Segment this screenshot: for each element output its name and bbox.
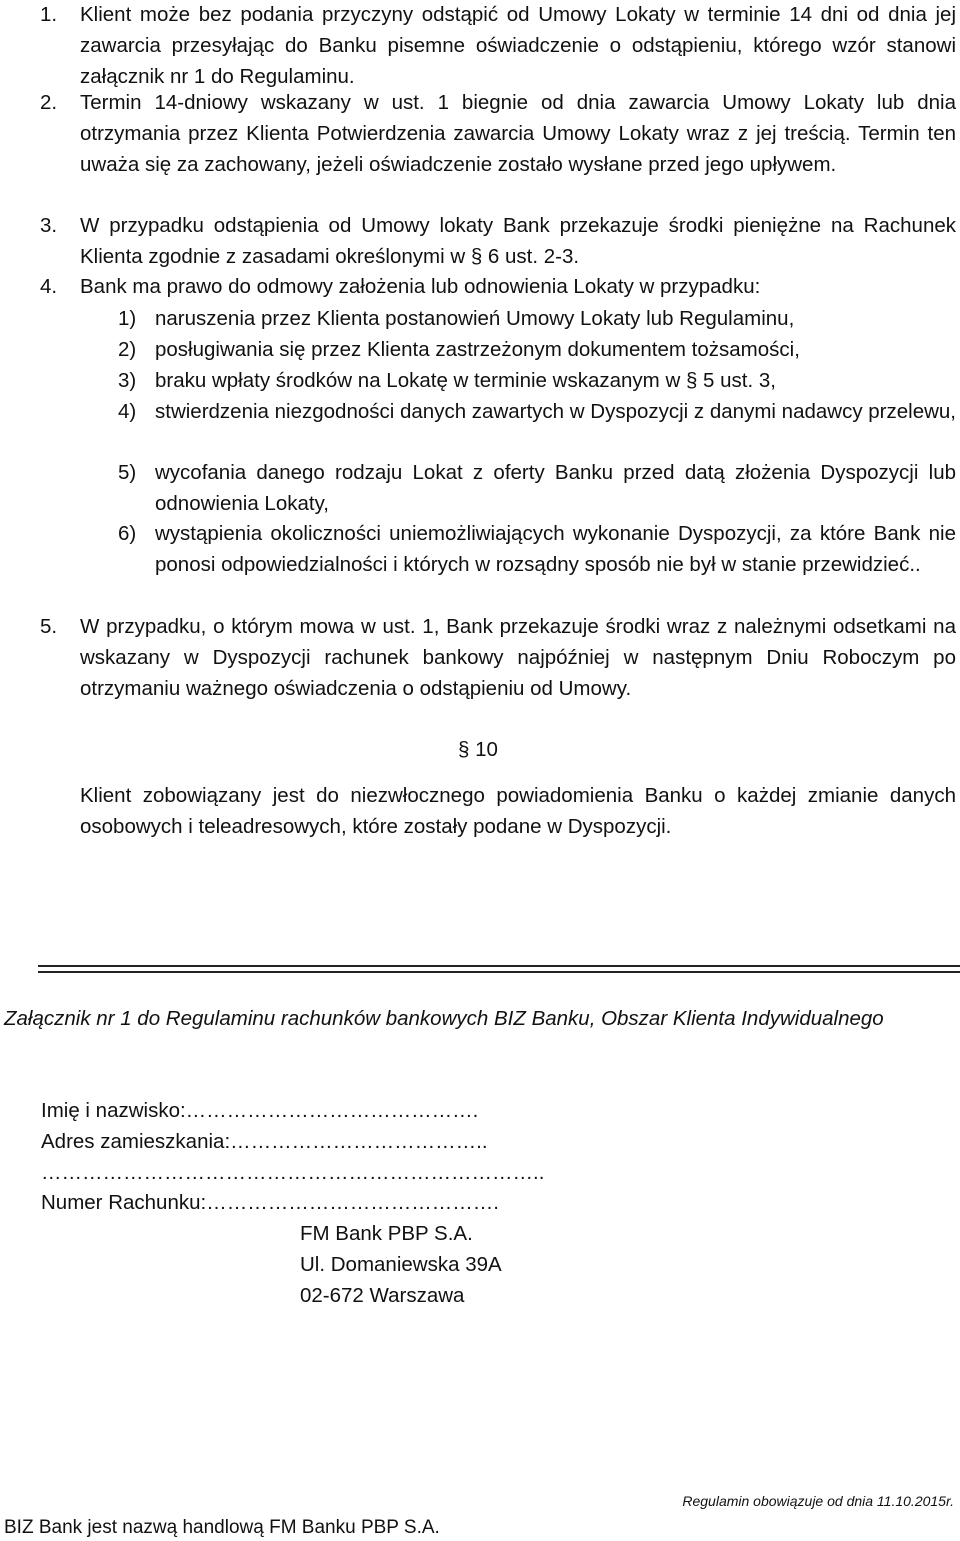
- divider-line: [38, 971, 960, 973]
- item-4-number: 4.: [40, 275, 58, 298]
- form-address-continuation: ………………………………………………………………..: [41, 1161, 545, 1184]
- subitem-3-number: 3): [118, 369, 137, 392]
- form-address-field: Adres zamieszkania:………………………………..: [41, 1130, 488, 1153]
- item-2-text: Termin 14-dniowy wskazany w ust. 1 biegnie od dnia zawarcia Umowy Lokaty lub dnia otrzymania przez Klienta Potwierdzenia zawarcia Umowy Lokaty wraz z jej treścią. Termin ten uważa się za zachowany, jeżeli oświadczenie zostało wysłane przed jego upływem.: [80, 91, 956, 176]
- subitem-2-number: 2): [118, 338, 137, 361]
- item-2-number: 2.: [40, 91, 58, 114]
- subitem-3-text: braku wpłaty środków na Lokatę w terminie wskazanym w § 5 ust. 3,: [155, 369, 776, 392]
- item-1-text: Klient może bez podania przyczyny odstąpić od Umowy Lokaty w terminie 14 dni od dnia jej zawarcia przesyłając do Banku pisemne oświadczenie o odstąpieniu, którego wzór stanowi załącznik nr 1 do Regulaminu.: [80, 3, 956, 88]
- regulation-date-note: Regulamin obowiązuje od dnia 11.10.2015r.: [682, 1493, 954, 1509]
- bank-street: Ul. Domaniewska 39A: [300, 1253, 502, 1276]
- item-5-text: W przypadku, o którym mowa w ust. 1, Bank przekazuje środki wraz z należnymi odsetkami na wskazany w Dyspozycji rachunek bankowy najpóźniej w następnym Dniu Roboczym po otrzymaniu ważnego oświadczenia o odstąpieniu od Umowy.: [80, 615, 956, 700]
- subitem-4-number: 4): [118, 400, 137, 423]
- subitem-1-number: 1): [118, 307, 137, 330]
- form-name-field: Imię i nazwisko:…………………………………….: [41, 1099, 479, 1122]
- item-4-text: Bank ma prawo do odmowy założenia lub odnowienia Lokaty w przypadku:: [80, 275, 761, 298]
- subitem-1-text: naruszenia przez Klienta postanowień Umowy Lokaty lub Regulaminu,: [155, 307, 795, 330]
- item-1-number: 1.: [40, 3, 58, 26]
- item-5-number: 5.: [40, 615, 58, 638]
- item-3-number: 3.: [40, 214, 58, 237]
- brand-note: BIZ Bank jest nazwą handlową FM Banku PBP S.A.: [4, 1517, 440, 1538]
- divider-line: [38, 965, 960, 967]
- subitem-4-text: stwierdzenia niezgodności danych zawartych w Dyspozycji z danymi nadawcy przelewu,: [155, 400, 957, 423]
- subitem-5-number: 5): [118, 461, 137, 484]
- subitem-5-text: wycofania danego rodzaju Lokat z oferty Banku przed datą złożenia Dyspozycji lub odnowienia Lokaty,: [155, 461, 956, 515]
- item-3-text: W przypadku odstąpienia od Umowy lokaty Bank przekazuje środki pieniężne na Rachunek Klienta zgodnie z zasadami określonymi w § 6 ust. 2-3.: [80, 214, 956, 268]
- annex-title: Załącznik nr 1 do Regulaminu rachunków bankowych BIZ Banku, Obszar Klienta Indywidualnego: [4, 1007, 884, 1030]
- subitem-2-text: posługiwania się przez Klienta zastrzeżonym dokumentem tożsamości,: [155, 338, 800, 361]
- section-heading: § 10: [458, 738, 498, 761]
- bank-city: 02-672 Warszawa: [300, 1284, 465, 1307]
- form-account-field: Numer Rachunku:…………………………………….: [41, 1191, 499, 1214]
- subitem-6-number: 6): [118, 522, 137, 545]
- subitem-6-text: wystąpienia okoliczności uniemożliwiających wykonanie Dyspozycji, za które Bank nie ponosi odpowiedzialności i których w rozsądny sposób nie był w stanie przewidzieć..: [155, 522, 956, 576]
- section-text: Klient zobowiązany jest do niezwłocznego powiadomienia Banku o każdej zmianie danych osobowych i teleadresowych, które zostały podane w Dyspozycji.: [80, 784, 956, 838]
- bank-name: FM Bank PBP S.A.: [300, 1222, 473, 1245]
